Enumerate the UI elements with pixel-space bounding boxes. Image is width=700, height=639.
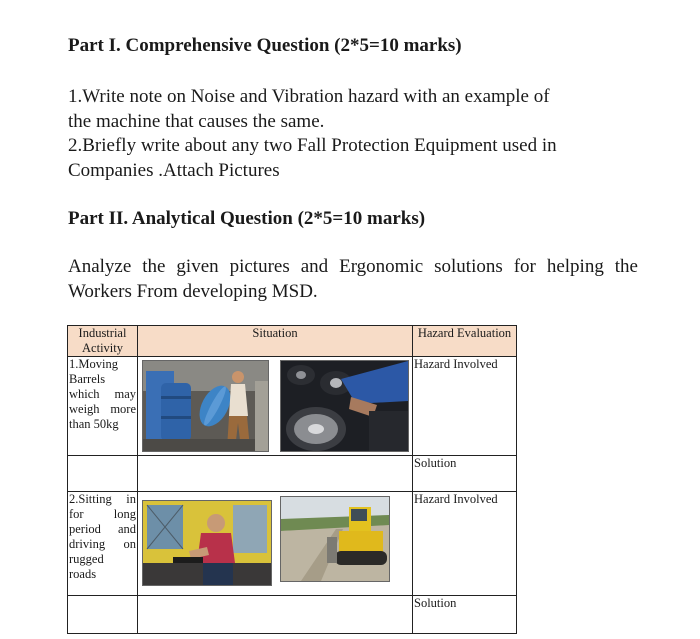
part2-intro [68,255,638,304]
intro-line1: Analyze the given pictures and Ergonomic solutions for helping the [68,256,638,277]
row1-hazard: Hazard Involved [413,357,517,456]
part2-heading: Part II. Analytical Question (2*5=10 marks) [68,208,426,229]
barrel-closeup-photo [280,360,409,452]
row1-solution: Solution [413,456,517,492]
intro-line2: Workers From developing MSD. [68,280,318,302]
q2-line1: 2.Briefly write about any two Fall Protection Equipment used in [68,135,557,156]
row2-hazard: Hazard Involved [413,492,517,596]
row1-blank [68,456,138,492]
q2-line2: Companies .Attach Pictures [68,159,280,181]
part1-heading: Part I. Comprehensive Question (2*5=10 marks) [68,35,462,56]
row2-blank-situation [138,596,413,634]
row1-activity: 1.Moving Barrels which may weigh more than 50kg [68,357,138,456]
table-row [68,456,517,492]
row2-solution: Solution [413,596,517,634]
q1-line2: the machine that causes the same. [68,110,325,132]
table-row [68,596,517,634]
q1-line1: 1.Write note on Noise and Vibration hazard with an example of [68,86,550,107]
row1-blank-situation [138,456,413,492]
bulldozer-road-photo [280,496,390,582]
table-header-row [68,326,517,357]
barrels-worker-photo [142,360,269,452]
header-activity: Industrial Activity [68,326,138,357]
row2-blank [68,596,138,634]
driver-cab-photo [142,500,272,586]
header-situation: Situation [138,326,413,357]
header-evaluation: Hazard Evaluation [413,326,517,357]
part1-questions [68,85,638,183]
row2-activity: 2.Sitting in for long period and driving on rugged roads [68,492,138,596]
